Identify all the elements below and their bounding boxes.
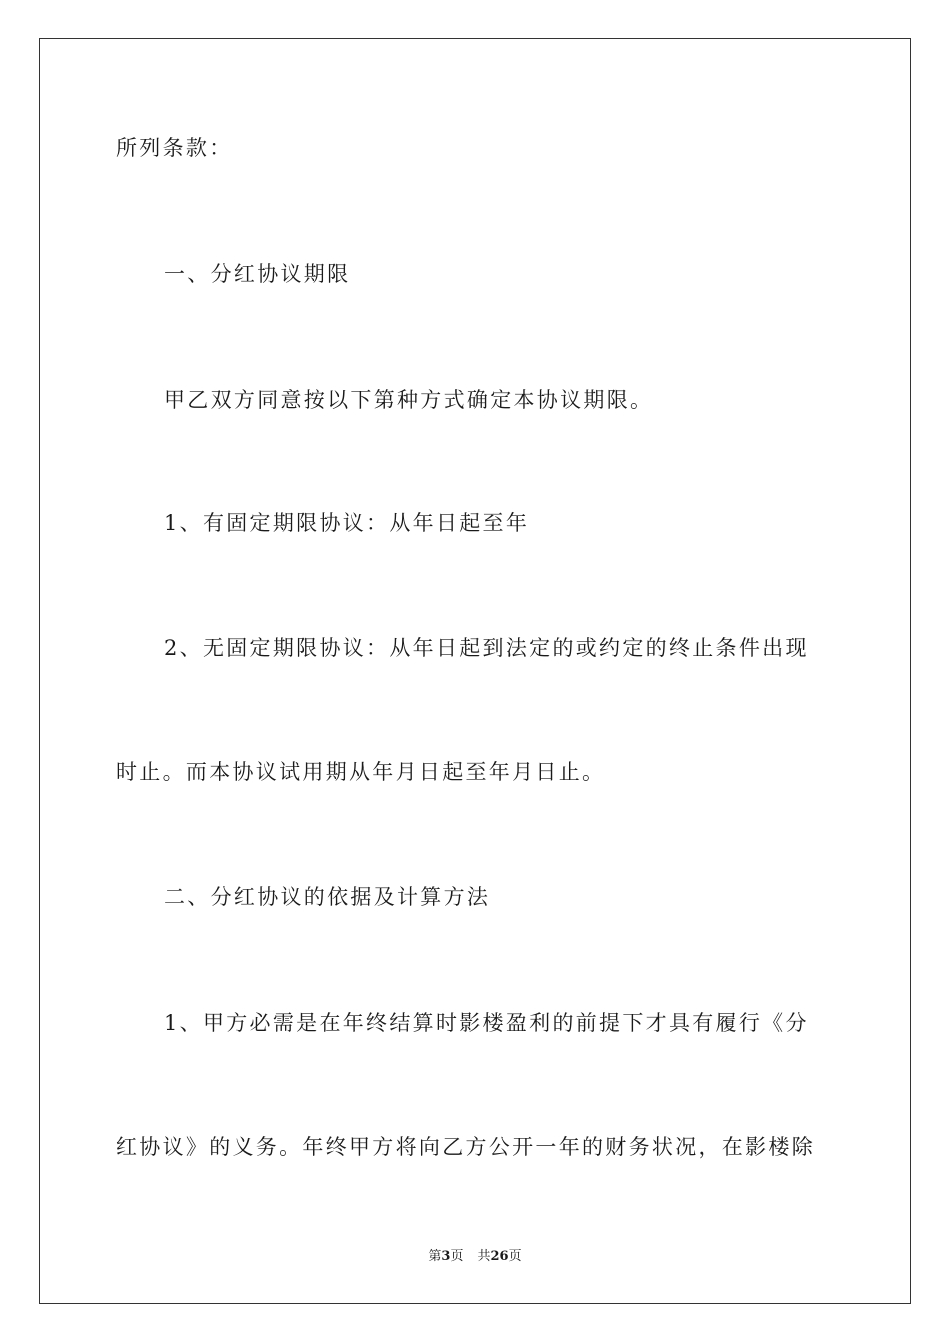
total-pages-number: 26 — [490, 1249, 509, 1264]
current-page-number: 3 — [441, 1249, 451, 1264]
text-line: 红协议》的义务。年终甲方将向乙方公开一年的财务状况，在影楼除 — [116, 1135, 815, 1159]
text-line: 所列条款： — [116, 136, 233, 160]
total-prefix: 共 — [477, 1249, 491, 1264]
text-line: 时止。而本协议试用期从年月日起至年月日止。 — [116, 760, 606, 784]
text-line: 1、有固定期限协议：从年日起至年 — [164, 511, 530, 535]
section-heading: 一、分红协议期限 — [164, 262, 351, 286]
total-suffix: 页 — [508, 1249, 522, 1264]
page-footer — [0, 1249, 950, 1265]
section-heading: 二、分红协议的依据及计算方法 — [164, 885, 491, 909]
page-border — [39, 38, 911, 1304]
text-line: 1、甲方必需是在年终结算时影楼盈利的前提下才具有履行《分 — [164, 1011, 809, 1035]
page-prefix: 第 — [428, 1249, 442, 1264]
text-line: 2、无固定期限协议：从年日起到法定的或约定的终止条件出现 — [164, 636, 809, 660]
page-suffix: 页 — [450, 1249, 464, 1264]
text-line: 甲乙双方同意按以下第种方式确定本协议期限。 — [164, 388, 654, 412]
